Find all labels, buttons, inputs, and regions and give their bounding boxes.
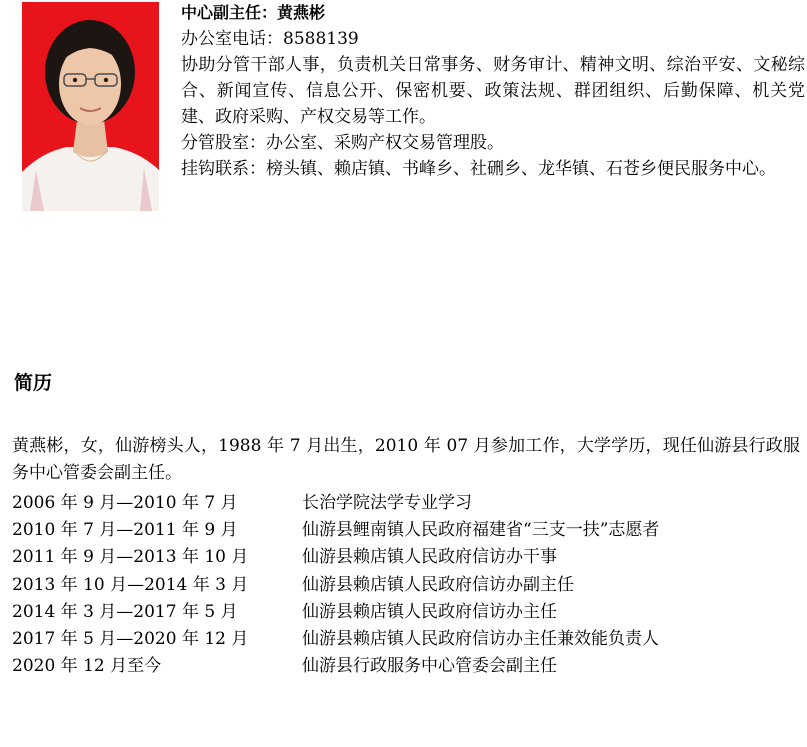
timeline-role: 仙游县行政服务中心管委会副主任 <box>302 656 557 677</box>
timeline-row <box>12 544 802 571</box>
contacts-text: 挂钩联系：榜头镇、赖店镇、书峰乡、社硎乡、龙华镇、石苍乡便民服务中心。 <box>181 159 776 179</box>
resume-timeline <box>12 490 802 680</box>
resume-heading: 简历 <box>14 372 53 394</box>
departments-text: 分管股室：办公室、采购产权交易管理股。 <box>181 133 504 153</box>
timeline-period: 2010 年 7 月—2011 年 9 月 <box>12 520 238 541</box>
resume-summary: 黄燕彬，女，仙游榜头人，1988 年 7 月出生，2010 年 07 月参加工作，大学学历，现任仙游县行政服务中心管委会副主任。 <box>12 436 800 483</box>
timeline-role: 仙游县赖店镇人民政府信访办主任 <box>302 601 557 622</box>
timeline-role: 仙游县赖店镇人民政府信访办副主任 <box>302 574 574 595</box>
profile-title: 中心副主任：黄燕彬 <box>181 3 326 22</box>
timeline-role: 仙游县赖店镇人民政府信访办主任兼效能负责人 <box>302 629 659 650</box>
office-phone: 办公室电话：8588139 <box>181 29 359 49</box>
profile-info <box>181 0 805 182</box>
timeline-period: 2014 年 3 月—2017 年 5 月 <box>12 601 238 622</box>
timeline-role: 仙游县鲤南镇人民政府福建省“三支一扶”志愿者 <box>302 520 660 541</box>
timeline-period: 2011 年 9 月—2013 年 10 月 <box>12 547 249 568</box>
timeline-row <box>12 653 802 680</box>
timeline-row <box>12 517 802 544</box>
timeline-role: 长治学院法学专业学习 <box>302 493 472 513</box>
timeline-row <box>12 572 802 599</box>
timeline-period: 2013 年 10 月—2014 年 3 月 <box>12 574 249 595</box>
duties-text: 协助分管干部人事，负责机关日常事务、财务审计、精神文明、综治平安、文秘综合、新闻宣传、信息公开、保密机要、政策法规、群团组织、后勤保障、机关党建、政府采购、产权交易等工作。 <box>181 55 805 127</box>
timeline-row <box>12 490 802 517</box>
timeline-period: 2006 年 9 月—2010 年 7 月 <box>12 493 238 513</box>
timeline-period: 2017 年 5 月—2020 年 12 月 <box>12 629 249 650</box>
timeline-row <box>12 599 802 626</box>
timeline-period: 2020 年 12 月至今 <box>12 656 162 677</box>
timeline-row <box>12 626 802 653</box>
timeline-role: 仙游县赖店镇人民政府信访办干事 <box>302 547 557 568</box>
portrait-photo <box>22 2 159 211</box>
